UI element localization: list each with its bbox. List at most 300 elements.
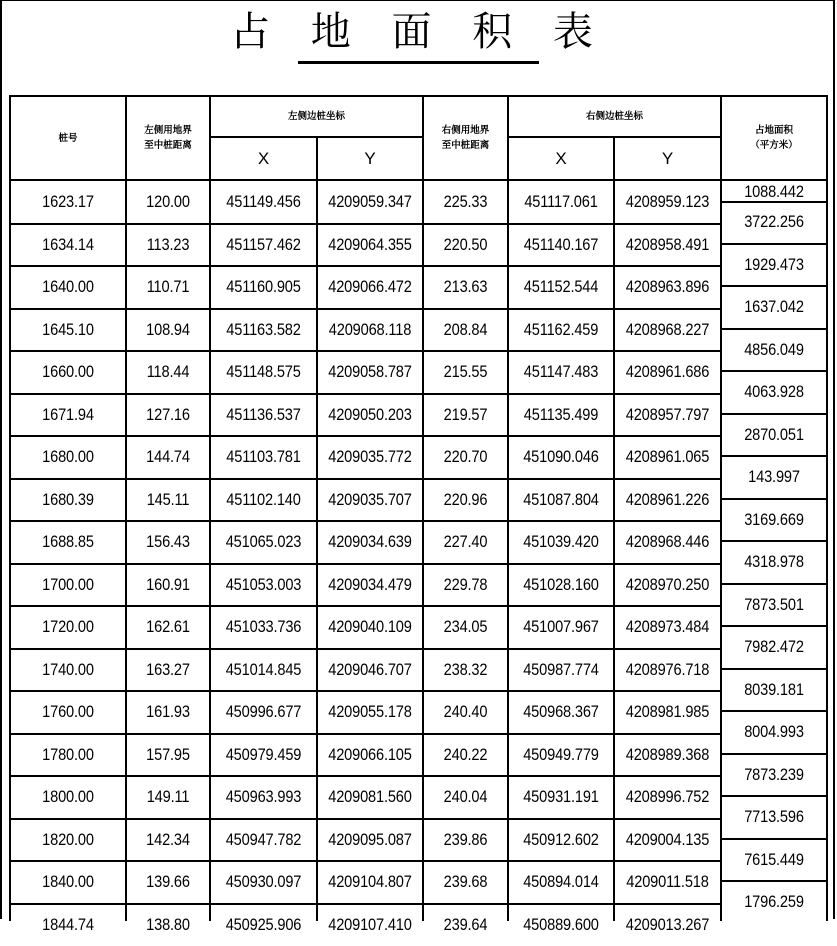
cell-right-x: [515, 224, 606, 267]
cell-stake-text: 1720.00: [42, 617, 94, 637]
cell-stake: [18, 479, 118, 522]
cell-stake: [18, 224, 118, 267]
area-divider: [721, 328, 827, 330]
row-divider: [9, 435, 721, 437]
title-underline: [298, 61, 539, 64]
cell-left-x: [217, 819, 309, 862]
cell-right-x-text: 450894.014: [523, 872, 599, 892]
cell-left-y-text: 4209035.772: [328, 447, 411, 467]
table-right-border: [826, 95, 828, 921]
area-divider: [721, 201, 827, 203]
cell-left-y-text: 4209095.087: [328, 830, 411, 850]
cell-right-dist-text: 234.05: [444, 617, 488, 637]
row-divider: [9, 818, 721, 820]
cell-left-dist-text: 163.27: [146, 660, 190, 680]
cell-right-x: [515, 266, 606, 309]
area-value-text: 7982.472: [744, 637, 804, 657]
area-value-text: 3722.256: [744, 212, 804, 232]
area-value: [728, 456, 819, 499]
cell-left-dist-text: 162.61: [146, 617, 190, 637]
cell-right-dist: [429, 224, 502, 267]
cell-left-x-text: 451160.905: [226, 277, 300, 297]
cell-stake: [18, 691, 118, 734]
cell-right-dist: [429, 181, 502, 224]
area-value: [728, 669, 819, 712]
cell-left-dist: [132, 309, 204, 352]
cell-right-x: [515, 606, 606, 649]
cell-stake-text: 1740.00: [42, 660, 94, 680]
cell-left-x-text: 450925.906: [226, 915, 302, 935]
row-divider: [9, 350, 721, 352]
cell-left-x: [217, 904, 309, 946]
cell-right-dist-text: 215.55: [444, 362, 488, 382]
cell-left-dist-text: 144.74: [146, 447, 190, 467]
area-divider: [721, 880, 827, 882]
cell-stake: [18, 606, 118, 649]
column-divider: [125, 95, 127, 921]
cell-left-x-text: 451102.140: [226, 490, 300, 510]
cell-right-dist-text: 239.68: [444, 872, 488, 892]
header-stake: 桩号: [10, 96, 126, 180]
cell-stake-text: 1760.00: [42, 702, 94, 722]
cell-left-dist-text: 161.93: [146, 702, 190, 722]
cell-left-dist: [132, 734, 204, 777]
area-value-text: 7713.596: [744, 807, 804, 827]
cell-stake: [18, 819, 118, 862]
cell-right-y: [621, 776, 713, 819]
cell-left-y: [324, 649, 415, 692]
row-divider: [9, 563, 721, 565]
cell-left-y: [324, 309, 415, 352]
cell-stake-text: 1820.00: [42, 830, 94, 850]
cell-left-x-text: 450947.782: [226, 830, 302, 850]
cell-right-x-text: 451117.061: [524, 192, 597, 212]
cell-right-x-text: 450987.774: [523, 660, 599, 680]
cell-left-x: [217, 266, 309, 309]
cell-right-dist-text: 220.50: [444, 235, 488, 255]
cell-stake-text: 1623.17: [42, 192, 94, 212]
cell-left-x-text: 451163.582: [226, 320, 300, 340]
cell-right-y-text: 4208963.896: [626, 277, 709, 297]
cell-right-y: [621, 564, 713, 607]
cell-left-dist: [132, 224, 204, 267]
cell-right-x: [515, 394, 606, 437]
cell-right-y: [621, 181, 713, 224]
cell-left-x-text: 451053.003: [226, 575, 302, 595]
cell-right-dist-text: 238.32: [444, 660, 488, 680]
cell-right-dist: [429, 734, 502, 777]
cell-left-x: [217, 479, 309, 522]
area-value-text: 4063.928: [744, 382, 804, 402]
cell-stake-text: 1640.00: [42, 277, 94, 297]
area-divider: [721, 540, 827, 542]
cell-right-x-text: 451162.459: [524, 320, 598, 340]
row-divider: [9, 265, 721, 267]
area-divider: [721, 413, 827, 415]
header-left-coords: 左侧边桩坐标: [210, 96, 423, 137]
cell-right-x: [515, 351, 606, 394]
cell-right-y: [621, 394, 713, 437]
area-value-text: 1929.473: [744, 255, 804, 275]
cell-stake: [18, 436, 118, 479]
cell-left-x-text: 450979.459: [226, 745, 302, 765]
area-value: [728, 201, 819, 244]
cell-stake: [18, 266, 118, 309]
area-value-text: 7873.239: [744, 765, 804, 785]
cell-left-y-text: 4209059.347: [328, 192, 411, 212]
cell-left-dist: [132, 606, 204, 649]
cell-left-y-text: 4209104.807: [328, 872, 411, 892]
cell-right-dist: [429, 521, 502, 564]
cell-left-y: [324, 734, 415, 777]
area-value-text: 1796.259: [744, 892, 804, 912]
cell-stake: [18, 861, 118, 904]
cell-right-y: [621, 649, 713, 692]
area-divider: [721, 455, 827, 457]
cell-left-x: [217, 351, 309, 394]
cell-right-x-text: 451152.544: [524, 277, 598, 297]
cell-left-y-text: 4209081.560: [328, 787, 411, 807]
area-value: [728, 584, 819, 627]
cell-left-dist-text: 110.71: [147, 277, 190, 297]
cell-right-x: [515, 649, 606, 692]
cell-left-y: [324, 224, 415, 267]
cell-right-x-text: 450889.600: [523, 915, 599, 935]
cell-left-dist-text: 145.11: [147, 490, 190, 510]
area-value-text: 143.997: [748, 467, 800, 487]
cell-left-x: [217, 606, 309, 649]
cell-right-x: [515, 904, 606, 946]
cell-right-dist-text: 239.86: [444, 830, 488, 850]
cell-left-y: [324, 266, 415, 309]
cell-right-x-text: 451087.804: [523, 490, 599, 510]
cell-left-x-text: 451136.537: [226, 405, 300, 425]
area-value: [728, 796, 819, 839]
cell-left-y-text: 4209066.105: [328, 745, 411, 765]
cell-stake: [18, 904, 118, 946]
table-left-border: [9, 95, 11, 921]
area-value: [728, 754, 819, 797]
cell-right-dist: [429, 861, 502, 904]
cell-left-x: [217, 734, 309, 777]
cell-right-y-text: 4208957.797: [626, 405, 709, 425]
area-value: [728, 881, 819, 924]
cell-stake: [18, 394, 118, 437]
area-value: [728, 711, 819, 754]
area-value: [728, 626, 819, 669]
cell-left-dist-text: 120.00: [146, 192, 190, 212]
cell-right-x-text: 450912.602: [523, 830, 599, 850]
cell-left-dist: [132, 479, 204, 522]
cell-stake-text: 1688.85: [42, 532, 94, 552]
cell-stake-text: 1671.94: [42, 405, 94, 425]
cell-stake: [18, 776, 118, 819]
area-value-text: 8004.993: [744, 722, 804, 742]
header-area: 占地面积 （平方米）: [721, 96, 827, 180]
cell-left-y: [324, 394, 415, 437]
table-top-border: [9, 95, 828, 97]
area-value: [728, 181, 819, 202]
area-value: [728, 371, 819, 414]
cell-right-dist-text: 240.40: [444, 702, 488, 722]
cell-right-dist: [429, 649, 502, 692]
cell-right-dist: [429, 479, 502, 522]
cell-right-x-text: 450949.779: [523, 745, 599, 765]
cell-right-dist-text: 213.63: [444, 277, 488, 297]
cell-left-dist: [132, 181, 204, 224]
cell-left-dist: [132, 564, 204, 607]
cell-stake: [18, 351, 118, 394]
cell-right-x: [515, 479, 606, 522]
area-divider: [721, 285, 827, 287]
cell-right-y: [621, 521, 713, 564]
cell-right-x: [515, 564, 606, 607]
cell-right-dist: [429, 819, 502, 862]
cell-left-dist: [132, 521, 204, 564]
cell-right-y-text: 4208958.491: [626, 235, 709, 255]
cell-left-x: [217, 776, 309, 819]
cell-right-y-text: 4208976.718: [626, 660, 709, 680]
cell-right-y: [621, 309, 713, 352]
area-value-text: 7615.449: [744, 850, 804, 870]
cell-right-x-text: 451028.160: [523, 575, 599, 595]
cell-right-y-text: 4208961.226: [626, 490, 709, 510]
cell-right-dist: [429, 266, 502, 309]
area-divider: [721, 583, 827, 585]
row-divider: [9, 605, 721, 607]
column-divider: [720, 95, 722, 921]
cell-left-x: [217, 691, 309, 734]
cell-right-y-text: 4208981.985: [626, 702, 709, 722]
cell-left-dist-text: 160.91: [146, 575, 190, 595]
cell-stake: [18, 734, 118, 777]
cell-right-y: [621, 861, 713, 904]
cell-left-dist-text: 142.34: [146, 830, 190, 850]
cell-right-x: [515, 436, 606, 479]
area-value-text: 1088.442: [744, 182, 804, 202]
page-title: 占 地 面 积 表: [0, 6, 837, 58]
area-value: [728, 541, 819, 584]
area-value-text: 2870.051: [744, 425, 804, 445]
cell-right-x: [515, 521, 606, 564]
header-left-y: Y: [317, 137, 423, 180]
area-divider: [721, 243, 827, 245]
cell-right-y: [621, 606, 713, 649]
cell-left-y: [324, 564, 415, 607]
cell-right-x: [515, 861, 606, 904]
cell-left-x: [217, 394, 309, 437]
area-value: [728, 286, 819, 329]
area-value: [728, 499, 819, 542]
row-divider: [9, 223, 721, 225]
cell-left-dist-text: 118.44: [147, 362, 190, 382]
cell-right-y: [621, 904, 713, 946]
cell-right-x: [515, 309, 606, 352]
area-divider: [721, 668, 827, 670]
cell-right-y: [621, 734, 713, 777]
cell-left-dist: [132, 394, 204, 437]
cell-left-y-text: 4209040.109: [328, 617, 411, 637]
cell-right-dist-text: 219.57: [444, 405, 488, 425]
cell-right-dist-text: 227.40: [444, 532, 488, 552]
cell-right-x-text: 451090.046: [523, 447, 599, 467]
cell-stake-text: 1800.00: [42, 787, 94, 807]
cell-left-y: [324, 904, 415, 946]
cell-left-y-text: 4209055.178: [328, 702, 411, 722]
cell-left-dist: [132, 649, 204, 692]
row-divider: [9, 775, 721, 777]
row-divider: [9, 393, 721, 395]
cell-stake-text: 1844.74: [42, 915, 94, 935]
area-divider: [721, 710, 827, 712]
cell-right-y-text: 4209013.267: [626, 915, 709, 935]
cell-stake-text: 1840.00: [42, 872, 94, 892]
cell-left-dist-text: 108.94: [146, 320, 190, 340]
cell-right-y-text: 4209011.518: [626, 872, 708, 892]
area-value-text: 1637.042: [744, 297, 804, 317]
cell-right-y-text: 4208968.227: [626, 320, 709, 340]
row-divider: [9, 903, 721, 905]
cell-left-dist: [132, 266, 204, 309]
cell-left-x-text: 451149.456: [226, 192, 300, 212]
cell-left-x-text: 451033.736: [226, 617, 302, 637]
cell-left-y: [324, 819, 415, 862]
cell-right-dist: [429, 436, 502, 479]
cell-left-y-text: 4209066.472: [328, 277, 411, 297]
header-left-distance: 左侧用地界 至中桩距离: [126, 96, 210, 180]
cell-right-dist-text: 220.96: [444, 490, 488, 510]
cell-right-x-text: 451147.483: [524, 362, 598, 382]
cell-right-y-text: 4208989.368: [626, 745, 709, 765]
cell-left-dist: [132, 691, 204, 734]
cell-left-dist-text: 127.16: [146, 405, 190, 425]
cell-left-dist-text: 139.66: [146, 872, 190, 892]
cell-right-dist: [429, 564, 502, 607]
area-divider: [721, 625, 827, 627]
cell-left-x: [217, 224, 309, 267]
cell-right-x-text: 451007.967: [523, 617, 599, 637]
area-value: [728, 329, 819, 372]
column-divider: [507, 95, 509, 921]
cell-right-x: [515, 734, 606, 777]
cell-right-dist-text: 229.78: [444, 575, 488, 595]
column-divider: [316, 136, 318, 921]
cell-left-y: [324, 351, 415, 394]
cell-left-x-text: 451014.845: [226, 660, 302, 680]
area-value-text: 3169.669: [744, 510, 804, 530]
cell-left-x-text: 451157.462: [226, 235, 300, 255]
cell-left-dist: [132, 776, 204, 819]
header-left-x: X: [210, 137, 317, 180]
cell-left-y: [324, 861, 415, 904]
cell-stake: [18, 309, 118, 352]
cell-right-y: [621, 351, 713, 394]
cell-right-y: [621, 266, 713, 309]
area-divider: [721, 370, 827, 372]
cell-left-y: [324, 521, 415, 564]
column-divider: [422, 95, 424, 921]
cell-right-dist: [429, 776, 502, 819]
header-right-distance: 右侧用地界 至中桩距离: [423, 96, 508, 180]
cell-left-dist-text: 157.95: [146, 745, 190, 765]
header-right-x: X: [508, 137, 614, 180]
cell-stake: [18, 181, 118, 224]
cell-right-y-text: 4208968.446: [626, 532, 709, 552]
area-divider: [721, 838, 827, 840]
cell-left-y-text: 4209064.355: [328, 235, 411, 255]
cell-left-y-text: 4209107.410: [328, 915, 411, 935]
cell-left-y-text: 4209068.118: [329, 320, 411, 340]
cell-left-x-text: 450996.677: [226, 702, 302, 722]
cell-right-x-text: 450968.367: [523, 702, 599, 722]
cell-left-x: [217, 521, 309, 564]
cell-right-dist-text: 240.04: [444, 787, 488, 807]
cell-left-dist-text: 149.11: [147, 787, 190, 807]
cell-right-dist-text: 240.22: [444, 745, 488, 765]
cell-left-y: [324, 691, 415, 734]
cell-left-y: [324, 776, 415, 819]
row-divider: [9, 860, 721, 862]
cell-left-y-text: 4209034.479: [328, 575, 411, 595]
cell-right-dist-text: 208.84: [444, 320, 488, 340]
cell-right-y: [621, 224, 713, 267]
cell-stake-text: 1700.00: [42, 575, 94, 595]
area-divider: [721, 795, 827, 797]
cell-left-x: [217, 564, 309, 607]
cell-stake: [18, 521, 118, 564]
cell-stake-text: 1780.00: [42, 745, 94, 765]
cell-right-x: [515, 691, 606, 734]
cell-right-y: [621, 479, 713, 522]
cell-stake: [18, 649, 118, 692]
area-value: [728, 244, 819, 287]
cell-left-dist-text: 156.43: [146, 532, 190, 552]
cell-right-y-text: 4208996.752: [626, 787, 709, 807]
area-value: [728, 839, 819, 882]
cell-right-dist: [429, 309, 502, 352]
cell-left-x-text: 451103.781: [226, 447, 300, 467]
cell-left-y-text: 4209035.707: [328, 490, 411, 510]
cell-right-y: [621, 436, 713, 479]
cell-left-x-text: 450930.097: [226, 872, 302, 892]
cell-left-dist: [132, 904, 204, 946]
cell-left-dist: [132, 351, 204, 394]
cell-left-x-text: 451148.575: [226, 362, 300, 382]
area-value-text: 7873.501: [744, 595, 804, 615]
cell-right-dist-text: 225.33: [444, 192, 488, 212]
cell-stake-text: 1660.00: [42, 362, 94, 382]
cell-left-y: [324, 479, 415, 522]
cell-left-x: [217, 861, 309, 904]
cell-left-y-text: 4209050.203: [328, 405, 411, 425]
row-divider: [9, 733, 721, 735]
cell-left-dist-text: 113.23: [147, 235, 190, 255]
cell-stake: [18, 564, 118, 607]
cell-right-y: [621, 691, 713, 734]
cell-right-y-text: 4208973.484: [626, 617, 709, 637]
cell-right-dist-text: 239.64: [444, 915, 488, 935]
cell-right-y-text: 4209004.135: [626, 830, 709, 850]
header-bottom-border: [9, 179, 828, 181]
cell-right-y-text: 4208970.250: [626, 575, 709, 595]
cell-right-dist-text: 220.70: [444, 447, 488, 467]
cell-right-y-text: 4208961.065: [626, 447, 709, 467]
cell-right-dist: [429, 351, 502, 394]
cell-left-x: [217, 649, 309, 692]
cell-left-dist: [132, 819, 204, 862]
cell-right-dist: [429, 904, 502, 946]
header-right-y: Y: [614, 137, 721, 180]
